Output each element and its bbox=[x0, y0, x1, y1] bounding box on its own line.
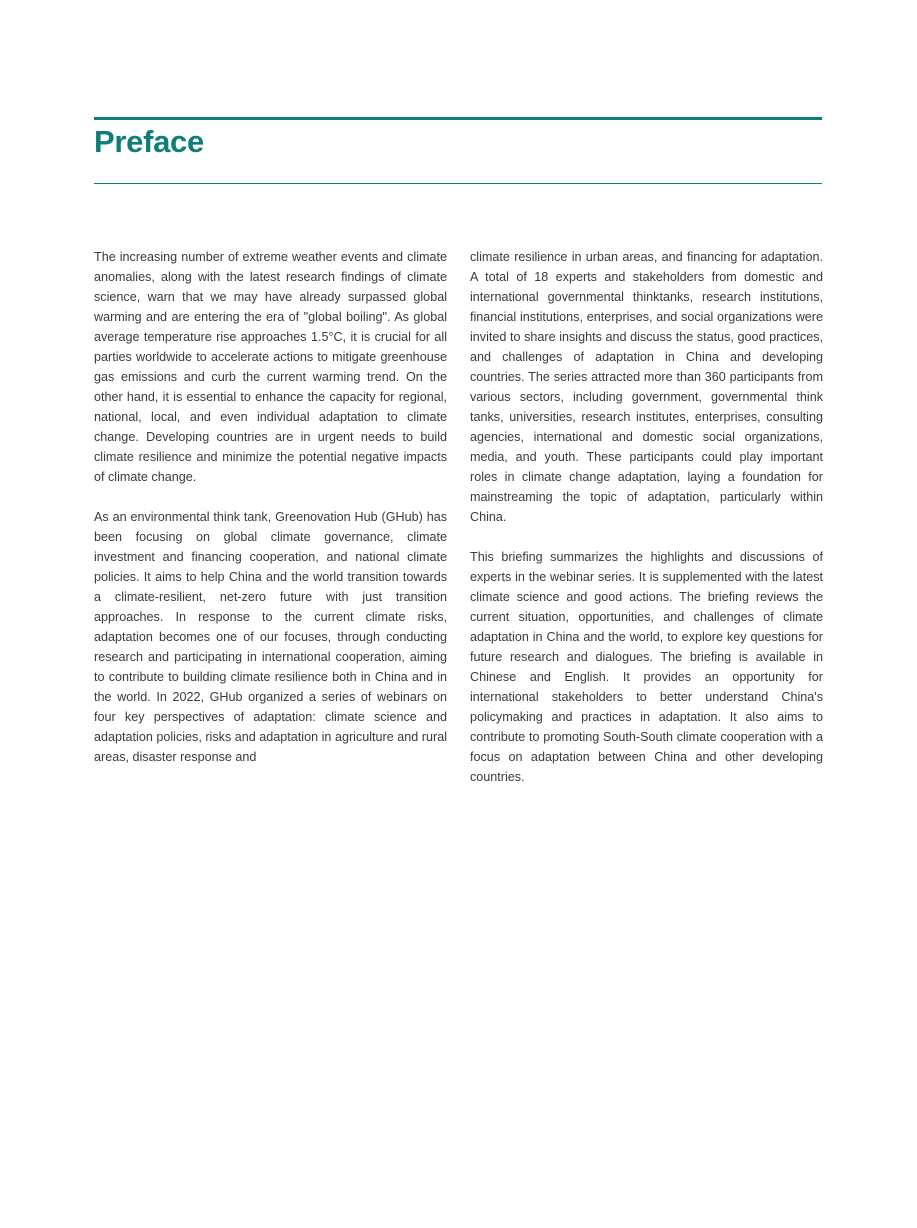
right-column bbox=[470, 247, 823, 807]
title-top-rule bbox=[94, 117, 822, 120]
paragraph: As an environmental think tank, Greenovation Hub (GHub) has been focusing on global climate governance, climate investment and financing cooperation, and national climate policies. It aims to help China and the world transition towards a climate-resilient, net-zero future with just transition approaches. In response to the current climate risks, adaptation becomes one of our focuses, through conducting research and participating in international cooperation, aiming to contribute to building climate resilience both in China and in the world. In 2022, GHub organized a series of webinars on four key perspectives of adaptation: climate science and adaptation policies, risks and adaptation in agriculture and rural areas, disaster response and bbox=[94, 510, 447, 764]
paragraph: climate resilience in urban areas, and financing for adaptation. A total of 18 experts and stakeholders from domestic and international governmental thinktanks, research institutions, financial institutions, enterprises, and social organizations were invited to share insights and discuss the status, good practices, and challenges of adaptation in China and developing countries. The series attracted more than 360 participants from various sectors, including government, governmental think tanks, universities, research institutes, enterprises, consulting agencies, international and domestic social organizations, media, and youth. These participants could play important roles in climate change adaptation, laying a foundation for mainstreaming the topic of adaptation, particularly within China. bbox=[470, 250, 823, 524]
page-title: Preface bbox=[94, 124, 204, 159]
paragraph: The increasing number of extreme weather events and climate anomalies, along with the latest research findings of climate science, warn that we may have already surpassed global warming and are entering the era of "global boiling". As global average temperature rise approaches 1.5°C, it is crucial for all parties worldwide to accelerate actions to mitigate greenhouse gas emissions and curb the current warming trend. On the other hand, it is essential to enhance the capacity for regional, national, local, and even individual adaptation to climate change. Developing countries are in urgent needs to build climate resilience and minimize the potential negative impacts of climate change. bbox=[94, 250, 447, 484]
title-bottom-rule bbox=[94, 183, 822, 184]
left-column bbox=[94, 247, 447, 787]
paragraph: This briefing summarizes the highlights and discussions of experts in the webinar series. It is supplemented with the latest climate science and good actions. The briefing reviews the current situation, opportunities, and challenges of climate adaptation in China and the world, to explore key questions for future research and dialogues. The briefing is available in Chinese and English. It provides an opportunity for international stakeholders to better understand China's policymaking and practices in adaptation. It also aims to contribute to promoting South-South climate cooperation with a focus on adaptation between China and other developing countries. bbox=[470, 550, 823, 784]
